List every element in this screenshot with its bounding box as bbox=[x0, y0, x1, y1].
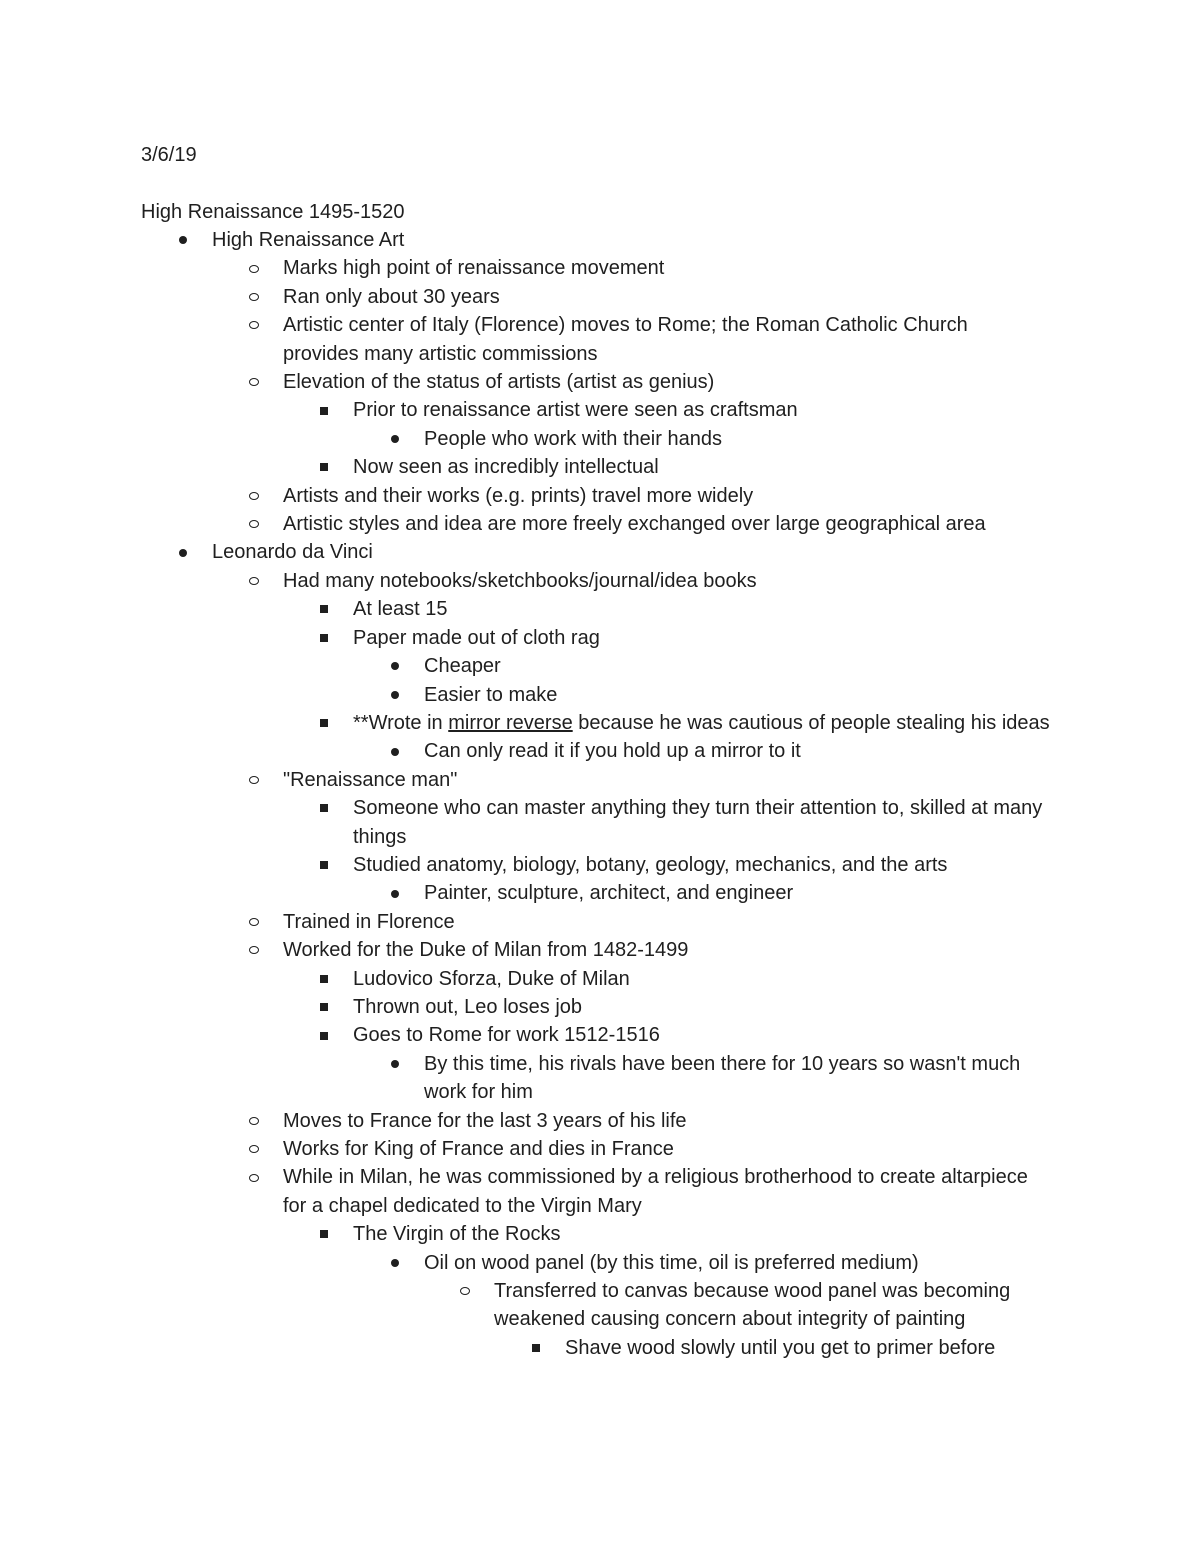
outline-item-text: Goes to Rome for work 1512-1516 bbox=[353, 1024, 660, 1047]
square-bullet-icon bbox=[317, 993, 331, 1021]
outline-item-text bbox=[353, 712, 1050, 734]
outline-item-level-4 bbox=[494, 1277, 1054, 1334]
outline-item-level-2 bbox=[353, 396, 1053, 424]
outline-item-level-1 bbox=[283, 482, 1043, 510]
outline-item-text: Ludovico Sforza, Duke of Milan bbox=[353, 967, 630, 990]
square-bullet-icon bbox=[317, 794, 331, 822]
outline-item-text: Easier to make bbox=[424, 683, 558, 706]
outline-item-text: Painter, sculpture, architect, and engineer bbox=[424, 882, 794, 905]
underlined-text: mirror reverse bbox=[448, 711, 573, 734]
disc-bullet-icon bbox=[388, 1050, 402, 1078]
square-bullet-icon bbox=[317, 453, 331, 481]
outline-item-level-3 bbox=[424, 425, 1054, 453]
outline-item-text: People who work with their hands bbox=[424, 427, 722, 450]
outline-item-level-0 bbox=[212, 226, 1112, 254]
circle-bullet-icon bbox=[247, 283, 261, 311]
circle-bullet-icon bbox=[247, 1163, 261, 1191]
outline-item-text: Oil on wood panel (by this time, oil is preferred medium) bbox=[424, 1251, 919, 1274]
outline-item-text: Now seen as incredibly intellectual bbox=[353, 456, 659, 479]
outline-item-text: Had many notebooks/sketchbooks/journal/idea books bbox=[283, 569, 757, 592]
square-bullet-icon bbox=[317, 965, 331, 993]
circle-bullet-icon bbox=[458, 1277, 472, 1305]
circle-bullet-icon bbox=[247, 482, 261, 510]
square-bullet-icon bbox=[317, 1220, 331, 1248]
outline-item-level-1 bbox=[283, 311, 1043, 368]
outline-item-text: Leonardo da Vinci bbox=[212, 541, 373, 564]
outline-item-level-2 bbox=[353, 1220, 1053, 1248]
text-segment: because he was cautious of people stealing his ideas bbox=[572, 711, 1050, 734]
text-segment: **Wrote in bbox=[353, 711, 449, 734]
circle-bullet-icon bbox=[247, 908, 261, 936]
outline-item-text: Works for King of France and dies in France bbox=[283, 1138, 674, 1160]
outline-item-text: Thrown out, Leo loses job bbox=[353, 995, 583, 1018]
outline-item-text: Artistic center of Italy (Florence) moves to Rome; the Roman Catholic Church provides many artistic commissions bbox=[283, 314, 968, 365]
circle-bullet-icon bbox=[247, 368, 261, 396]
disc-bullet-icon bbox=[388, 681, 402, 709]
outline-item-level-1 bbox=[283, 766, 1043, 794]
square-bullet-icon bbox=[317, 1021, 331, 1049]
outline-item-text: High Renaissance Art bbox=[212, 229, 405, 251]
outline-item-level-1 bbox=[283, 1107, 1043, 1135]
disc-bullet-icon bbox=[388, 425, 402, 453]
outline-item-text: Paper made out of cloth rag bbox=[353, 626, 600, 649]
outline-item-level-2 bbox=[353, 595, 1053, 623]
outline-item-level-2 bbox=[353, 794, 1053, 851]
outline-item-text: Can only read it if you hold up a mirror to it bbox=[424, 740, 801, 763]
disc-bullet-icon bbox=[388, 879, 402, 907]
disc-bullet-icon bbox=[388, 737, 402, 765]
outline-item-level-3 bbox=[424, 737, 1054, 765]
square-bullet-icon bbox=[317, 595, 331, 623]
outline-item-text: Artists and their works (e.g. prints) travel more widely bbox=[283, 484, 754, 507]
outline-item-level-5 bbox=[565, 1334, 1065, 1362]
outline-item-text: Someone who can master anything they turn their attention to, skilled at many things bbox=[353, 797, 1043, 848]
outline-item-level-2 bbox=[353, 1021, 1053, 1049]
disc-bullet-icon bbox=[176, 226, 190, 254]
outline-item-level-1 bbox=[283, 1135, 1043, 1163]
outline-item-level-3 bbox=[424, 652, 1054, 680]
note-date: 3/6/19 bbox=[141, 144, 197, 166]
outline-item-level-1 bbox=[283, 254, 1043, 282]
circle-bullet-icon bbox=[247, 254, 261, 282]
outline-item-level-3 bbox=[424, 879, 1054, 907]
disc-bullet-icon bbox=[176, 538, 190, 566]
outline-item-text: While in Milan, he was commissioned by a religious brotherhood to create altarpiece for a chapel dedicated to the Virgin Mary bbox=[283, 1166, 1028, 1217]
outline-item-text: At least 15 bbox=[353, 598, 448, 621]
outline-item-text: Elevation of the status of artists (artist as genius) bbox=[283, 371, 715, 394]
outline-item-text: Cheaper bbox=[424, 655, 501, 678]
circle-bullet-icon bbox=[247, 567, 261, 595]
outline-item-level-2 bbox=[353, 965, 1053, 993]
outline-item-level-3 bbox=[424, 1249, 1054, 1277]
circle-bullet-icon bbox=[247, 311, 261, 339]
outline-item-level-1 bbox=[283, 908, 1043, 936]
outline-item-text: The Virgin of the Rocks bbox=[353, 1223, 561, 1246]
outline-item-level-2 bbox=[353, 709, 1053, 737]
circle-bullet-icon bbox=[247, 510, 261, 538]
outline-item-level-1 bbox=[283, 283, 1043, 311]
outline-item-text: Transferred to canvas because wood panel was becoming weakened causing concern about integrity of painting bbox=[494, 1280, 1011, 1331]
disc-bullet-icon bbox=[388, 652, 402, 680]
outline-item-level-2 bbox=[353, 993, 1053, 1021]
outline-item-text: Prior to renaissance artist were seen as craftsman bbox=[353, 399, 798, 422]
circle-bullet-icon bbox=[247, 1107, 261, 1135]
square-bullet-icon bbox=[317, 851, 331, 879]
square-bullet-icon bbox=[529, 1334, 543, 1362]
outline-item-level-1 bbox=[283, 510, 1043, 538]
outline-item-level-1 bbox=[283, 936, 1043, 964]
outline-item-text: Marks high point of renaissance movement bbox=[283, 257, 665, 280]
outline-item-level-3 bbox=[424, 681, 1054, 709]
outline-item-text: "Renaissance man" bbox=[283, 768, 458, 791]
outline-item-text: Studied anatomy, biology, botany, geology, mechanics, and the arts bbox=[353, 853, 948, 876]
circle-bullet-icon bbox=[247, 1135, 261, 1163]
note-title: High Renaissance 1495-1520 bbox=[141, 201, 405, 223]
disc-bullet-icon bbox=[388, 1249, 402, 1277]
square-bullet-icon bbox=[317, 396, 331, 424]
outline-item-text: Worked for the Duke of Milan from 1482-1499 bbox=[283, 939, 689, 962]
outline-item-level-2 bbox=[353, 851, 1053, 879]
square-bullet-icon bbox=[317, 709, 331, 737]
outline-item-text: Artistic styles and idea are more freely exchanged over large geographical area bbox=[283, 513, 986, 536]
outline-item-level-1 bbox=[283, 368, 1043, 396]
square-bullet-icon bbox=[317, 624, 331, 652]
outline-item-level-2 bbox=[353, 624, 1053, 652]
outline-item-level-1 bbox=[283, 567, 1043, 595]
outline-item-level-0 bbox=[212, 538, 1112, 566]
outline-item-text: Ran only about 30 years bbox=[283, 285, 500, 308]
bullet-outline bbox=[0, 226, 1200, 1362]
outline-item-text: Moves to France for the last 3 years of his life bbox=[283, 1109, 687, 1132]
outline-item-level-3 bbox=[424, 1050, 1054, 1107]
circle-bullet-icon bbox=[247, 766, 261, 794]
outline-item-text: By this time, his rivals have been there for 10 years so wasn't much work for him bbox=[424, 1052, 1021, 1104]
outline-item-text: Shave wood slowly until you get to primer before bbox=[565, 1336, 996, 1359]
outline-item-level-1 bbox=[283, 1163, 1043, 1220]
outline-item-text: Trained in Florence bbox=[283, 910, 455, 933]
outline-item-level-2 bbox=[353, 453, 1053, 481]
circle-bullet-icon bbox=[247, 936, 261, 964]
